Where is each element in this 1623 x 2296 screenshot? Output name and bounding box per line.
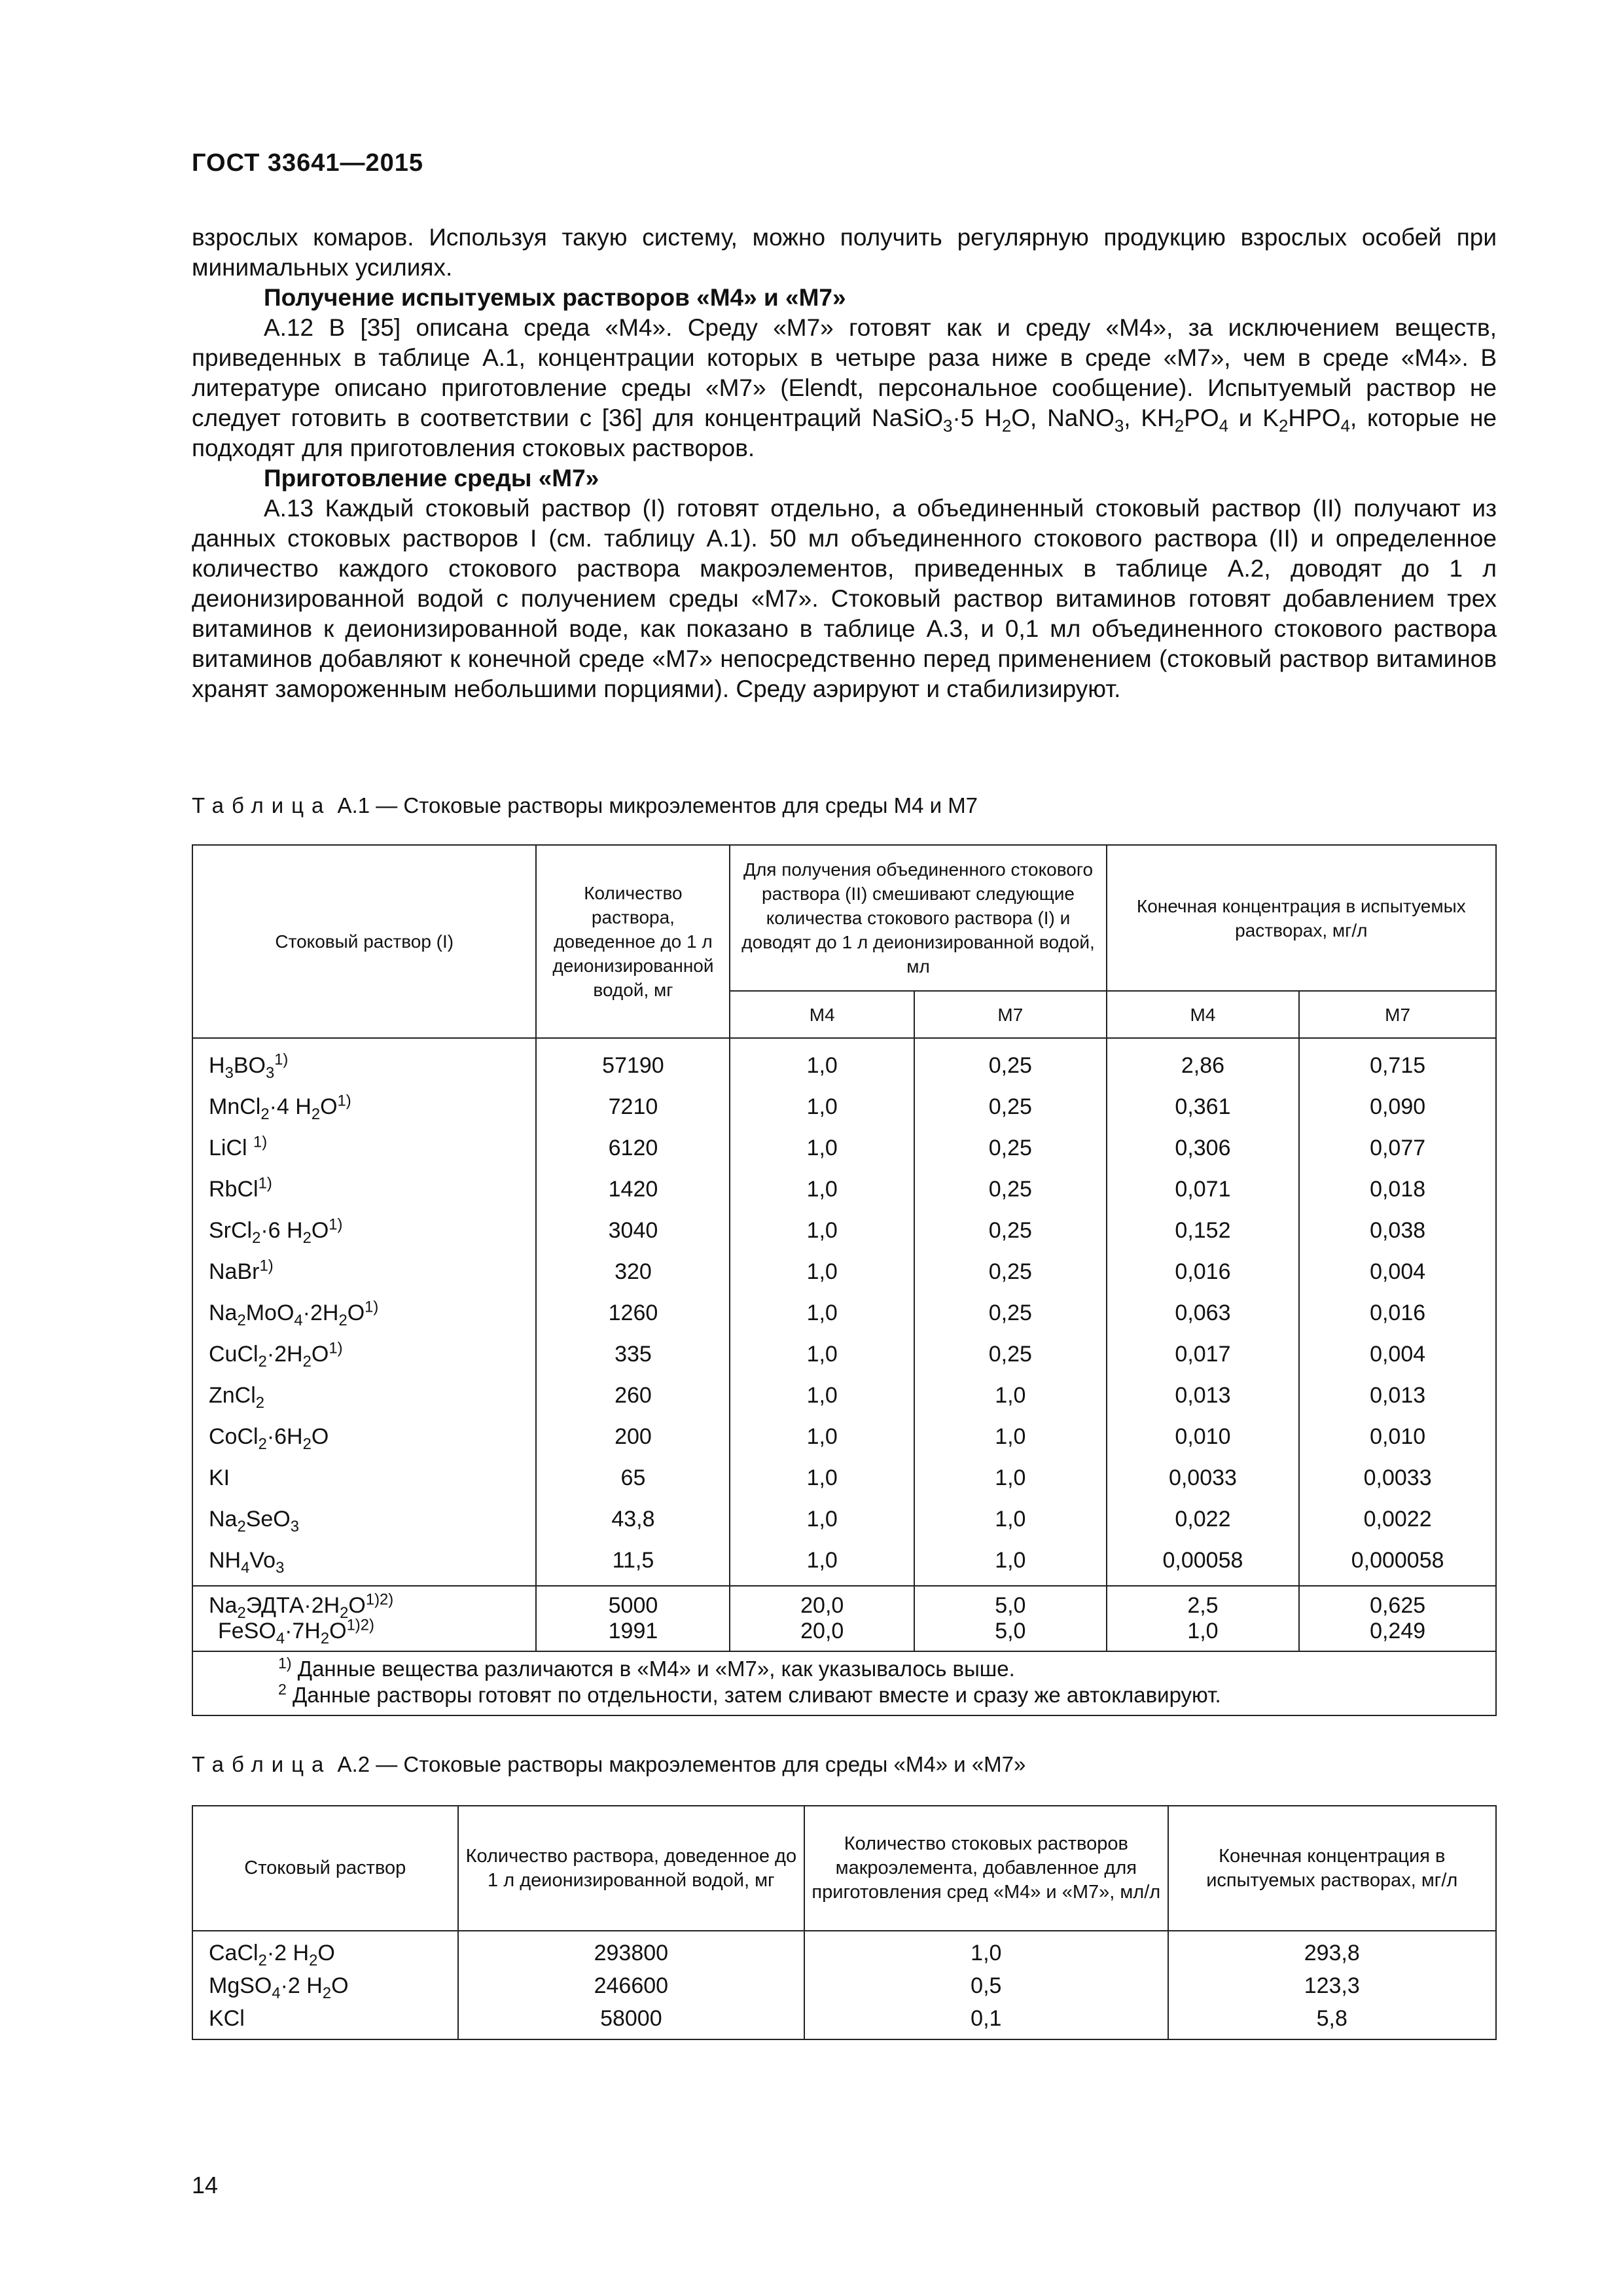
amount-cell: 246600: [458, 1969, 805, 2002]
substance-cell: ZnCl$_2$: [192, 1375, 536, 1416]
amount-cell: 43,8: [536, 1499, 730, 1540]
table-row: [192, 1375, 1496, 1416]
standard-header: ГОСТ 33641—2015: [192, 149, 424, 177]
amount-cell: 335: [536, 1334, 730, 1375]
amount-cell: 6120: [536, 1128, 730, 1169]
mix-m7-cell: 1,0: [914, 1416, 1107, 1458]
table-row: [192, 1969, 1496, 2002]
header-stock-solution: Стоковый раствор: [192, 1806, 458, 1931]
subheader-conc-m7: М7: [1299, 991, 1496, 1038]
substance-cell: $Na_2ЭДТА\cdot 2H_2O^{1)2)}$ $FeSO_4\cdot 7H_2O^{1)2)}$: [192, 1586, 536, 1651]
mix-m4-cell: 1,0: [730, 1210, 914, 1251]
table-row: [192, 1038, 1496, 1086]
added-cell: 0,1: [804, 2002, 1168, 2039]
mix-m4-cell: 1,0: [730, 1169, 914, 1210]
substance-cell: $Na_2MoO_4\cdot 2H_2O^{1)}$: [192, 1293, 536, 1334]
mix-m7-cell: 1,0: [914, 1499, 1107, 1540]
conc-m4-cell: 0,152: [1107, 1210, 1300, 1251]
substance-cell: LiCl $^{1)}$: [192, 1128, 536, 1169]
mix-m4-cell: 1,0: [730, 1128, 914, 1169]
substance-cell: $NH_4Vo_3$: [192, 1540, 536, 1586]
conc-m4-cell: 0,0033: [1107, 1458, 1300, 1499]
amount-cell: 57190: [536, 1038, 730, 1086]
paragraph-a12: А.12 В [35] описана среда «М4». Среду «М7» готовят как и среду «М4», за исключением веществ, приведенных в таблице А.1, концентрации которых в четыре раза ниже в среде «М7», чем в среде «М4». В литературе описано приготовление среды «М7» (Elendt, персональное сообщение). Испытуемый раствор не следует готовить в соответствии с [36] для концентраций NaSiO$_3$·5 $H_2O$, NaNO$_3$, $KH_2PO_4$ и $K_2HPO_4$, которые не подходят для приготовления стоковых растворов.: [192, 314, 1497, 461]
conc-m4-cell: 0,016: [1107, 1251, 1300, 1293]
table-row: [192, 1251, 1496, 1293]
mix-m7-cell: 0,25: [914, 1293, 1107, 1334]
substance-cell: RbCl$^{1)}$: [192, 1169, 536, 1210]
conc-m4-cell: 0,013: [1107, 1375, 1300, 1416]
substance-cell: NaBr$^{1)}$: [192, 1251, 536, 1293]
conc-m7-cell: 0,004: [1299, 1251, 1496, 1293]
table-a2: [192, 1805, 1497, 2040]
added-cell: 0,5: [804, 1969, 1168, 2002]
amount-cell: 320: [536, 1251, 730, 1293]
amount-cell: 260: [536, 1375, 730, 1416]
substance-cell: $CoCl_2\cdot 6H_2O$: [192, 1416, 536, 1458]
subheader-conc-m4: М4: [1107, 991, 1300, 1038]
header-added-amount: Количество стоковых растворов макроэлемента, добавленное для приготовления сред «М4» и «М7», мл/л: [804, 1806, 1168, 1931]
conc-m7-cell: 0,715: [1299, 1038, 1496, 1086]
header-final-concentration: Конечная концентрация в испытуемых растворах, мг/л: [1168, 1806, 1496, 1931]
mix-m4-cell: 1,0: [730, 1334, 914, 1375]
page-number: 14: [192, 2172, 219, 2198]
mix-m4-cell: 1,0: [730, 1540, 914, 1586]
substance-cell: $H_3BO_3^{1)}$: [192, 1038, 536, 1086]
conc-m4-cell: 0,010: [1107, 1416, 1300, 1458]
conc-m4-cell: 0,361: [1107, 1086, 1300, 1128]
mix-m7-cell: 1,0: [914, 1458, 1107, 1499]
mix-m7-cell: 0,25: [914, 1169, 1107, 1210]
conc-m4-cell: 0,071: [1107, 1169, 1300, 1210]
mix-m4-cell: 1,0: [730, 1416, 914, 1458]
amount-cell: 5000 1991: [536, 1586, 730, 1651]
substance-cell: $Na_2SeO_3$: [192, 1499, 536, 1540]
amount-cell: 293800: [458, 1931, 805, 1969]
footnotes-cell: [192, 1651, 1496, 1715]
substance-cell: MgSO$_4$·2 $H_2O$: [192, 1969, 458, 2002]
table-row: [192, 1540, 1496, 1586]
table-row: [192, 1086, 1496, 1128]
mix-m7-cell: 0,25: [914, 1210, 1107, 1251]
conc-cell: 5,8: [1168, 2002, 1496, 2039]
subheader-mix-m7: М7: [914, 991, 1107, 1038]
table-row: [192, 1416, 1496, 1458]
header-mix-amount: Для получения объединенного стокового раствора (II) смешивают следующие количества стокового раствора (I) и доводят до 1 л деионизированной водой, мл: [730, 845, 1106, 991]
table-footnotes: [192, 1651, 1496, 1715]
substance-cell: CaCl$_2$·2 $H_2O$: [192, 1931, 458, 1969]
mix-m7-cell: 0,25: [914, 1128, 1107, 1169]
table-row: [192, 1334, 1496, 1375]
amount-cell: 200: [536, 1416, 730, 1458]
table-a2-caption: Таблица А.2 — Стоковые растворы макроэлементов для среды «М4» и «М7»: [192, 1752, 1026, 1776]
header-stock-solution: Стоковый раствор (I): [192, 845, 536, 1038]
header-amount: Количество раствора, доведенное до 1 л деионизированной водой, мг: [536, 845, 730, 1038]
mix-m4-cell: 1,0: [730, 1086, 914, 1128]
substance-cell: SrCl$_2$·6 $H_2O^{1)}$: [192, 1210, 536, 1251]
conc-m4-cell: 0,00058: [1107, 1540, 1300, 1586]
conc-m4-cell: 0,063: [1107, 1293, 1300, 1334]
conc-m7-cell: 0,077: [1299, 1128, 1496, 1169]
table-row: [192, 1210, 1496, 1251]
subheading-test-solutions: Получение испытуемых растворов «М4» и «М7»: [264, 284, 846, 311]
body-text: [192, 223, 1497, 704]
conc-m7-cell: 0,013: [1299, 1375, 1496, 1416]
table-row: [192, 1293, 1496, 1334]
paragraph-continuation: взрослых комаров. Используя такую систему, можно получить регулярную продукцию взрослых особей при минимальных усилиях.: [192, 224, 1497, 281]
subheader-mix-m4: М4: [730, 991, 914, 1038]
paragraph-a13: А.13 Каждый стоковый раствор (I) готовят отдельно, а объединенный стоковый раствор (II) получают из данных стоковых растворов I (см. таблицу А.1). 50 мл объединенного стокового раствора (II) и определенное количество каждого стокового раствора макроэлементов, приведенных в таблице А.2, доводят до 1 л деионизированной водой с получением среды «М7». Стоковый раствор витаминов готовят добавлением трех витаминов к деионизированной воде, как показано в таблице А.3, и 0,1 мл объединенного стокового раствора витаминов добавляют к конечной среде «М7» непосредственно перед применением (стоковый раствор витаминов хранят замороженным небольшими порциями). Среду аэрируют и стабилизируют.: [192, 495, 1497, 702]
footnote-2: $^2$ Данные растворы готовят по отдельности, затем сливают вместе и сразу же автоклавируют.: [278, 1681, 1221, 1707]
mix-m4-cell: 20,0 20,0: [730, 1586, 914, 1651]
mix-m7-cell: 0,25: [914, 1334, 1107, 1375]
conc-m7-cell: 0,000058: [1299, 1540, 1496, 1586]
subheading-m7-preparation: Приготовление среды «М7»: [264, 465, 599, 492]
conc-m7-cell: 0,0033: [1299, 1458, 1496, 1499]
conc-m4-cell: 2,86: [1107, 1038, 1300, 1086]
amount-cell: 11,5: [536, 1540, 730, 1586]
mix-m7-cell: 0,25: [914, 1251, 1107, 1293]
amount-cell: 1260: [536, 1293, 730, 1334]
mix-m4-cell: 1,0: [730, 1375, 914, 1416]
amount-cell: 58000: [458, 2002, 805, 2039]
mix-m7-cell: 1,0: [914, 1375, 1107, 1416]
conc-m4-cell: 0,306: [1107, 1128, 1300, 1169]
table-row: [192, 2002, 1496, 2039]
conc-m7-cell: 0,016: [1299, 1293, 1496, 1334]
mix-m4-cell: 1,0: [730, 1293, 914, 1334]
mix-m7-cell: 0,25: [914, 1086, 1107, 1128]
conc-m7-cell: 0,004: [1299, 1334, 1496, 1375]
mix-m7-cell: 0,25: [914, 1038, 1107, 1086]
substance-cell: $CuCl_2\cdot 2H_2O^{1)}$: [192, 1334, 536, 1375]
table-a1: [192, 844, 1497, 1716]
mix-m7-cell: 1,0: [914, 1540, 1107, 1586]
conc-m7-cell: 0,018: [1299, 1169, 1496, 1210]
amount-cell: 3040: [536, 1210, 730, 1251]
added-cell: 1,0: [804, 1931, 1168, 1969]
conc-m4-cell: 0,022: [1107, 1499, 1300, 1540]
header-final-concentration: Конечная концентрация в испытуемых растворах, мг/л: [1107, 845, 1496, 991]
conc-m7-cell: 0,625 0,249: [1299, 1586, 1496, 1651]
substance-cell: KCl: [192, 2002, 458, 2039]
conc-m7-cell: 0,010: [1299, 1416, 1496, 1458]
conc-cell: 293,8: [1168, 1931, 1496, 1969]
mix-m7-cell: 5,0 5,0: [914, 1586, 1107, 1651]
table-row: [192, 1128, 1496, 1169]
mix-m4-cell: 1,0: [730, 1499, 914, 1540]
mix-m4-cell: 1,0: [730, 1458, 914, 1499]
header-amount: Количество раствора, доведенное до 1 л деионизированной водой, мг: [458, 1806, 805, 1931]
conc-cell: 123,3: [1168, 1969, 1496, 2002]
conc-m4-cell: 0,017: [1107, 1334, 1300, 1375]
table-row: [192, 1499, 1496, 1540]
table-a1-caption: Таблица А.1 — Стоковые растворы микроэлементов для среды М4 и М7: [192, 793, 978, 817]
mix-m4-cell: 1,0: [730, 1251, 914, 1293]
table-row: [192, 1931, 1496, 1969]
conc-m4-cell: 2,5 1,0: [1107, 1586, 1300, 1651]
conc-m7-cell: 0,090: [1299, 1086, 1496, 1128]
table-row: [192, 1458, 1496, 1499]
substance-cell: KI: [192, 1458, 536, 1499]
conc-m7-cell: 0,038: [1299, 1210, 1496, 1251]
amount-cell: 7210: [536, 1086, 730, 1128]
footnote-1: $^{1)}$ Данные вещества различаются в «М4» и «М7», как указывалось выше.: [278, 1655, 1015, 1681]
table-row: [192, 1169, 1496, 1210]
table-row-paired: [192, 1586, 1496, 1651]
conc-m7-cell: 0,0022: [1299, 1499, 1496, 1540]
mix-m4-cell: 1,0: [730, 1038, 914, 1086]
substance-cell: MnCl$_2$·4 $H_2O^{1)}$: [192, 1086, 536, 1128]
amount-cell: 65: [536, 1458, 730, 1499]
amount-cell: 1420: [536, 1169, 730, 1210]
